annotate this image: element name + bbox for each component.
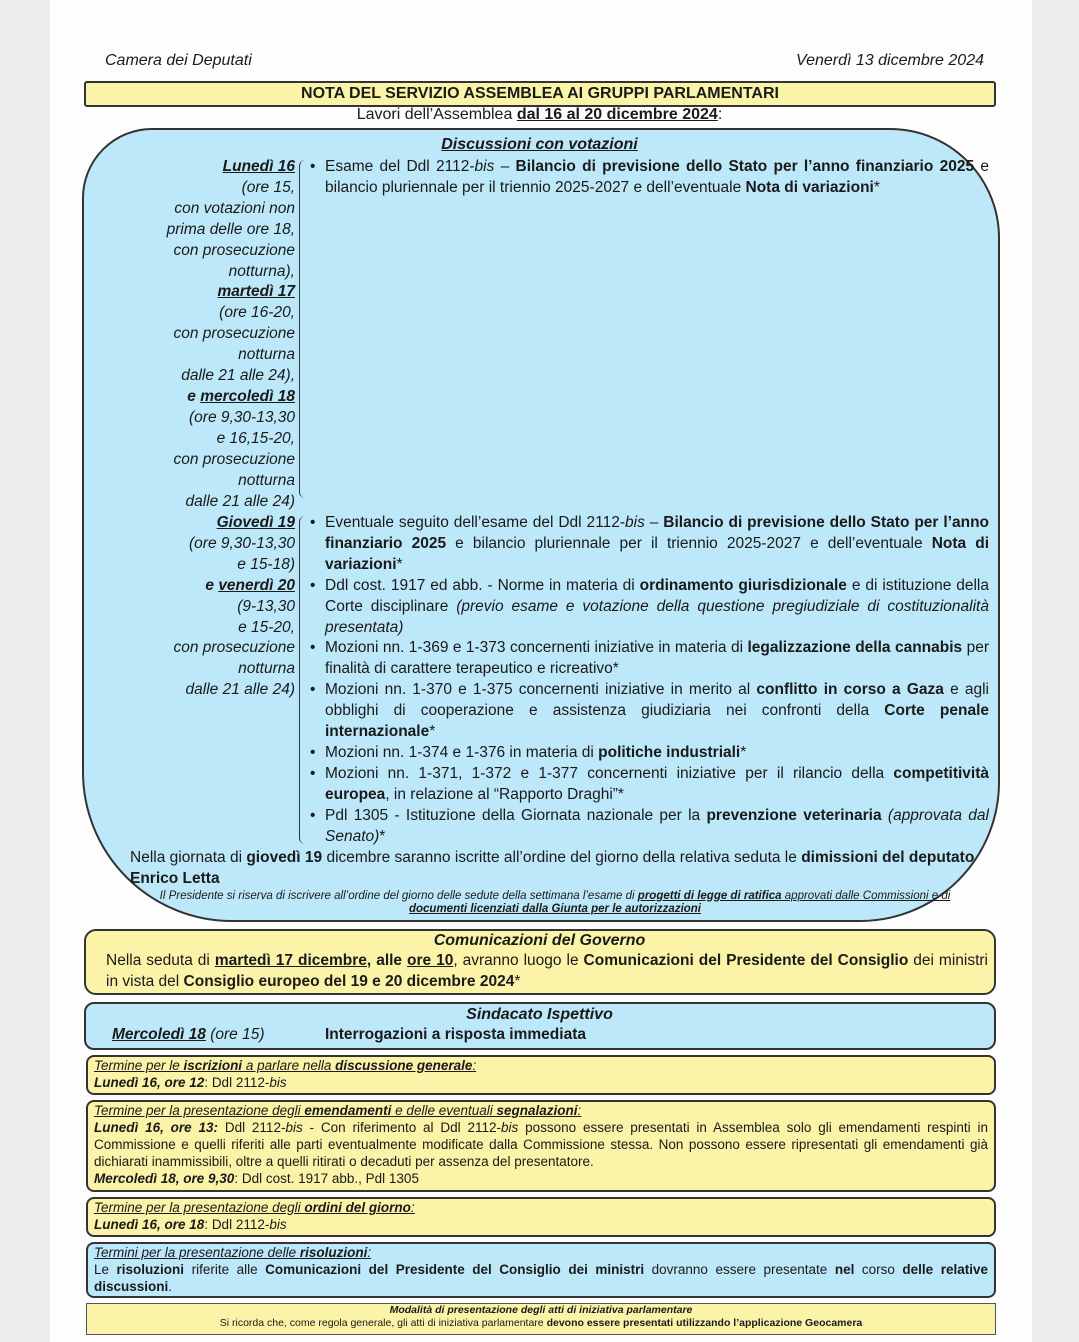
block2-items [309,513,989,848]
termine-iscrizioni: Termine per le iscrizioni a parlare nella discussione generale: Lunedì 16, ore 12: Ddl 2112-bis [86,1055,996,1095]
agenda-item: • Pdl 1305 - Istituzione della Giornata nazionale per la prevenzione veterinaria (approvata dal Senato)* [309,806,989,848]
block1-days: Lunedì 16 (ore 15, con votazioni non prima delle ore 18, con prosecuzione notturna), martedì 17 (ore 16-20, con prosecuzione notturna dalle 21 alle 24), e mercoledì 18 (ore 9,30-13,30 e 16,15-20, con prosecuzione notturna dalle 21 alle 24) [166,158,295,510]
sindacato-day: Mercoledì 18 (ore 15) [112,1026,265,1043]
agenda-item: • Mozioni nn. 1-371, 1-372 e 1-377 concernenti iniziative per il rilancio della competitività europea, in relazione al “Rapporto Draghi”* [309,764,989,806]
dimissioni-note: Nella giornata di giovedì 19 dicembre saranno iscritte all’ordine del giorno della relativa seduta le dimissioni del deputato Enrico Letta [130,849,975,887]
termine-emendamenti: Termine per la presentazione degli emendamenti e delle eventuali segnalazioni: Lunedì 16, ore 13: Ddl 2112-bis - Con riferimento al Ddl 2112-bis possono essere presentati in Assemblea solo gli emendamenti respinti in Commissione e quelli riferiti alle parti eventualmente modificate dalla Commissione stessa. Non possono essere ripresentati gli emendamenti già dichiarati inammissibili, oltre a quelli ritirati o decaduti per assenza del presentatore. Mercoledì 18, ore 9,30: Ddl cost. 1917 abb., Pdl 1305 [86,1100,996,1192]
comunicazioni-title: Comunicazioni del Governo [433,932,646,949]
block2-days: Giovedì 19 (ore 9,30-13,30 e 15-18) e venerdì 20 (9-13,30 e 15-20, con prosecuzione notturna dalle 21 alle 24) [173,514,295,699]
agenda-item: • Esame del Ddl 2112-bis – Bilancio di previsione dello Stato per l’anno finanziario 2025 e bilancio pluriennale per il triennio 2025-2027 e dell’eventuale Nota di variazioni* [309,157,989,199]
termine-risoluzioni: Termini per la presentazione delle risoluzioni: Le risoluzioni riferite alle Comunicazioni del Presidente del Consiglio dei ministri dovranno essere presentate nel corso delle relative discussioni. [86,1242,996,1298]
block1-items [309,157,989,199]
footer-note: Modalità di presentazione degli atti di iniziativa parlamentare Si ricorda che, come regola generale, gli atti di iniziativa parlamentare devono essere presentati utilizzando l’applicazione Geocamera [86,1303,996,1335]
block1-brace [299,160,308,498]
document-title: NOTA DEL SERVIZIO ASSEMBLEA AI GRUPPI PARLAMENTARI [84,81,996,107]
comunicazioni-text: Nella seduta di martedì 17 dicembre, alle ore 10, avranno luogo le Comunicazioni del Presidente del Consiglio dei ministri in vista del Consiglio europeo del 19 e 20 dicembre 2024* [106,952,988,990]
agenda-item: • Mozioni nn. 1-374 e 1-376 in materia di politiche industriali* [309,743,989,764]
header-date: Venerdì 13 dicembre 2024 [796,52,984,69]
termine-ordini-giorno: Termine per la presentazione degli ordini del giorno: Lunedì 16, ore 18: Ddl 2112-bis [86,1197,996,1237]
riserva-note: Il Presidente si riserva di iscrivere all’ordine del giorno delle sedute della settimana l’esame di progetti di legge di ratifica approvati dalle Commissioni e di documenti licenziati dalla Giunta per le autorizzazioni [159,890,951,915]
agenda-item: • Ddl cost. 1917 ed abb. - Norme in materia di ordinamento giurisdizionale e di istituzione della Corte disciplinare (previo esame e votazione della questione pregiudiziale di costituzionalità presentata) [309,576,989,639]
agenda-item: • Mozioni nn. 1-369 e 1-373 concernenti iniziative in materia di legalizzazione della cannabis per finalità di carattere terapeutico e ricreativo* [309,638,989,680]
agenda-item: • Mozioni nn. 1-370 e 1-375 concernenti iniziative in merito al conflitto in corso a Gaza e agli obblighi di cooperazione e assistenza giudiziaria nei confronti della Corte penale internazionale* [309,680,989,743]
document-subtitle: Lavori dell’Assemblea dal 16 al 20 dicembre 2024: [356,106,723,123]
agenda-item: • Eventuale seguito dell’esame del Ddl 2112-bis – Bilancio di previsione dello Stato per l’anno finanziario 2025 e bilancio pluriennale per il triennio 2025-2027 e dell’eventuale Nota di variazioni* [309,513,989,576]
sindacato-title: Sindacato Ispettivo [466,1006,613,1023]
header-institution: Camera dei Deputati [105,52,252,69]
sindacato-desc: Interrogazioni a risposta immediata [325,1026,586,1043]
discussioni-title: Discussioni con votazioni [441,136,638,153]
block2-brace [299,516,308,844]
